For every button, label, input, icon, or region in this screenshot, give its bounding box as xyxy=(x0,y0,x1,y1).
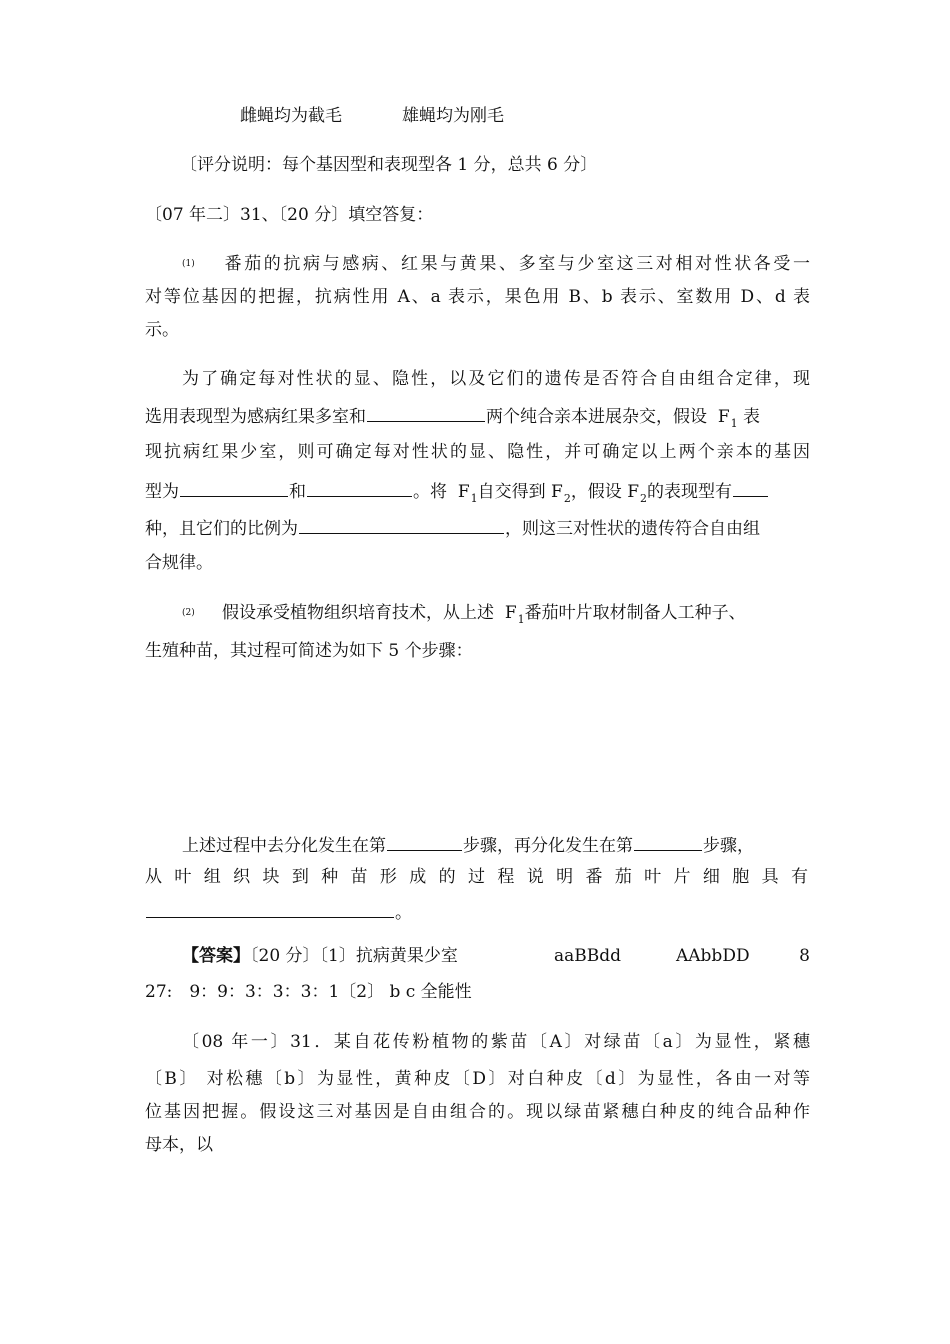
q07-part2-line2: 生殖种苗，其过程可简述为如下 5 个步骤： xyxy=(145,641,473,661)
q07-part1-line2: 对等位基因的把握，抗病性用 A、a 表示，果色用 B、b 表示、室数用 D、d 表 xyxy=(145,287,810,307)
score-note: 〔评分说明：每个基因型和表现型各 1 分，总共 6 分〕 xyxy=(180,155,598,175)
result-line xyxy=(240,106,640,126)
male-result: 雄蝇均为刚毛 xyxy=(402,106,504,126)
answer-blank[interactable] xyxy=(367,404,485,422)
q07-para4-line3: 。 xyxy=(145,900,810,923)
answer-line2: 27: 9：9：3：3：3：1〔2〕 b c 全能性 xyxy=(145,982,472,1002)
q07-para2-line4: 型为 和 。将 $F_1$自交得到 $F_2$，假设 $F_2$的表现型有 xyxy=(145,479,810,504)
answer-blank[interactable] xyxy=(733,479,768,497)
q07-part1-line3: 示。 xyxy=(145,320,179,340)
q07-para2-line5: 种，且它们的比例为 ，则这三对性状的遗传符合自由组 xyxy=(145,516,810,539)
q07-para4-line2: 从叶组织块到种苗形成的过程说明番茄叶片细胞具有 xyxy=(145,867,810,887)
q07-para4-line1: 上述过程中去分化发生在第 步骤，再分化发生在第 步骤， xyxy=(182,833,810,856)
answer-blank[interactable] xyxy=(146,900,394,918)
answer-line1: 【答案】〔20 分〕〔1〕抗病黄果少室 aaBBdd AAbbDD 8 xyxy=(182,946,810,966)
q08-line4: 母本，以 xyxy=(145,1135,213,1155)
answer-blank[interactable] xyxy=(180,479,288,497)
female-result: 雌蝇均为截毛 xyxy=(240,106,342,126)
q07-part1-line1: (1) 番茄的抗病与感病、红果与黄果、多室与少室这三对相对性状各受一 xyxy=(182,254,810,274)
q08-line3: 位基因把握。假设这三对基因是自由组合的。现以绿苗紧穗白种皮的纯合品种作 xyxy=(145,1102,810,1122)
q08-line2: 〔B〕 对松穗〔b〕为显性，黄种皮〔D〕对白种皮〔d〕为显性，各由一对等 xyxy=(145,1069,810,1089)
q07-para2-line3: 现抗病红果少室，则可确定每对性状的显、隐性，并可确定以上两个亲本的基因 xyxy=(145,442,810,462)
answer-blank[interactable] xyxy=(387,833,462,851)
q07-para2-line1: 为了确定每对性状的显、隐性，以及它们的遗传是否符合自由组合定律，现 xyxy=(182,369,810,389)
answer-blank[interactable] xyxy=(299,516,504,534)
answer-blank[interactable] xyxy=(307,479,412,497)
answer-blank[interactable] xyxy=(634,833,702,851)
part-number-1: (1) xyxy=(182,259,195,269)
q07-para2-line6: 合规律。 xyxy=(145,553,213,573)
answer-label: 【答案】 xyxy=(182,946,250,966)
part-number-2: (2) xyxy=(182,608,195,618)
q07-part2-line1: (2) 假设承受植物组织培育技术，从上述 $F_1$番茄叶片取材制备人工种子、 xyxy=(182,603,746,626)
question-07-header: 〔07 年二〕31、〔20 分〕填空答复： xyxy=(145,205,434,225)
q07-para2-line2: 选用表现型为感病红果多室和 两个纯合亲本进展杂交，假设 $F_1$ 表 xyxy=(145,404,810,429)
q08-line1: 〔08 年一〕31．某自花传粉植物的紫苗〔A〕对绿苗〔a〕为显性，紧穗 xyxy=(182,1032,810,1052)
